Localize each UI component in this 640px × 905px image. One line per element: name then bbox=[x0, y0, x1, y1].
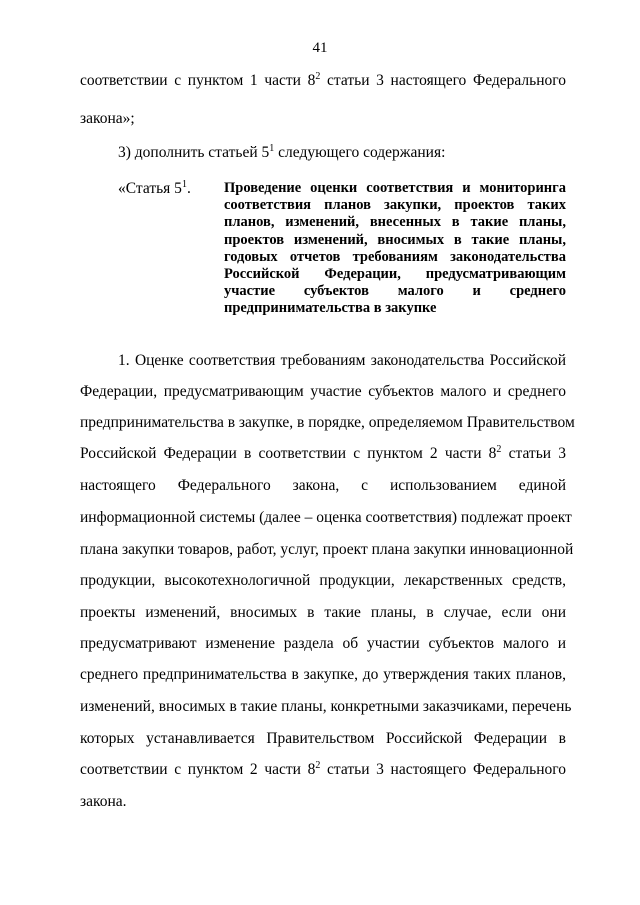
paragraph-line: информационной системы (далее – оценка соответствия) подлежат проект bbox=[80, 509, 572, 526]
paragraph-line: настоящего Федерального закона, с использованием единой bbox=[80, 477, 566, 494]
page-number: 41 bbox=[312, 40, 328, 56]
paragraph-line: предусматривают изменение раздела об участии субъектов малого и bbox=[80, 635, 566, 652]
article-title-line: планов, изменений, внесенных в такие планы, bbox=[224, 214, 566, 230]
intro-line-1: соответствии с пунктом 1 части $8^2$ статьи 3 настоящего Федерального bbox=[80, 71, 566, 89]
paragraph-line: которых устанавливается Правительством Российской Федерации в bbox=[80, 730, 566, 747]
paragraph-line: продукции, высокотехнологичной продукции, лекарственных средств, bbox=[80, 572, 566, 589]
article-title-line: Проведение оценки соответствия и мониторинга bbox=[224, 180, 566, 196]
article-title-line: годовых отчетов требованиям законодательства bbox=[224, 249, 566, 265]
intro-line-2: закона»; bbox=[80, 110, 135, 127]
paragraph-line: соответствии с пунктом 2 части $8^2$ статьи 3 настоящего Федерального bbox=[80, 760, 566, 778]
superscript: 2 bbox=[496, 444, 502, 455]
article-title-line: соответствия планов закупки, проектов таких bbox=[224, 197, 566, 213]
article-title-line: Российской Федерации, предусматривающим bbox=[224, 266, 566, 282]
paragraph-line: закона. bbox=[80, 793, 127, 810]
paragraph-line: среднего предпринимательства в закупке, до утверждения таких планов, bbox=[80, 666, 566, 683]
superscript: 1 bbox=[181, 179, 187, 190]
paragraph-line: предпринимательства в закупке, в порядке, определяемом Правительством bbox=[80, 414, 575, 431]
paragraph-line: Российской Федерации в соответствии с пунктом 2 части $8^2$ статьи 3 bbox=[80, 444, 566, 462]
article-title-line: предпринимательства в закупке bbox=[224, 300, 437, 316]
superscript: 2 bbox=[315, 760, 321, 771]
paragraph-line: Федерации, предусматривающим участие субъектов малого и среднего bbox=[80, 383, 566, 400]
article-title-line: участие субъектов малого и среднего bbox=[224, 283, 566, 299]
superscript: 2 bbox=[315, 71, 321, 82]
paragraph-line: проекты изменений, вносимых в такие планы, в случае, если они bbox=[80, 604, 566, 621]
article-label: «Статья $5^1$. bbox=[118, 179, 191, 197]
paragraph-line: 1. Оценке соответствия требованиям законодательства Российской bbox=[118, 352, 566, 369]
article-title-line: проектов изменений, вносимых в такие планы, bbox=[224, 232, 566, 248]
item-3-line: 3) дополнить статьей $5^1$ следующего содержания: bbox=[118, 143, 446, 161]
paragraph-line: изменений, вносимых в такие планы, конкретными заказчиками, перечень bbox=[80, 698, 572, 715]
paragraph-line: плана закупки товаров, работ, услуг, проект плана закупки инновационной bbox=[80, 541, 574, 558]
superscript: 1 bbox=[269, 143, 275, 154]
